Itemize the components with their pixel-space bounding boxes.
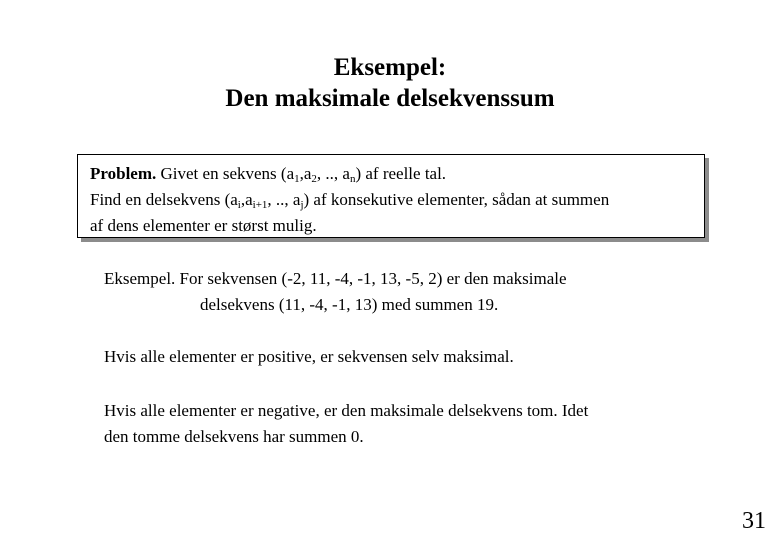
subscript: 1 [294,173,300,185]
example-text: . For sekvensen (-2, 11, -4, -1, 13, -5, 2) er den maksimale [171,269,567,288]
example-line-2: delsekvens (11, -4, -1, 13) med summen 19. [200,295,499,314]
problem-text: , .., a [267,190,301,209]
subscript: i [237,199,241,211]
problem-line-3: af dens elementer er størst mulig. [90,216,317,235]
subscript: 2 [311,173,317,185]
subscript: n [349,173,356,185]
title-line-1: Eksempel: [333,54,447,81]
negative-note-line-1: Hvis alle elementer er negative, er den maksimale delsekvens tom. Idet [104,401,589,420]
page-number: 31 [742,508,766,534]
problem-text: Givet en sekvens (a [156,164,295,183]
problem-text: ) af konsekutive elementer, sådan at summen [303,190,610,209]
problem-box [77,154,705,238]
problem-line-1 [90,161,704,187]
subscript: i+1 [252,199,268,211]
example-line-1 [104,266,567,292]
problem-line-2 [90,187,704,213]
subscript: j [300,199,304,211]
problem-text: ,a [240,190,253,209]
problem-text: Find en delsekvens (a [90,190,238,209]
title-line-2: Den maksimale delsekvenssum [225,85,555,112]
positive-note: Hvis alle elementer er positive, er sekvensen selv maksimal. [104,347,514,366]
problem-label: Problem. [90,164,157,183]
example-label: Eksempel [104,269,172,288]
problem-text: , .., a [316,164,350,183]
problem-text: ,a [299,164,312,183]
slide-title [0,52,780,114]
negative-note-line-2: den tomme delsekvens har summen 0. [104,427,364,446]
problem-text: ) af reelle tal. [355,164,447,183]
